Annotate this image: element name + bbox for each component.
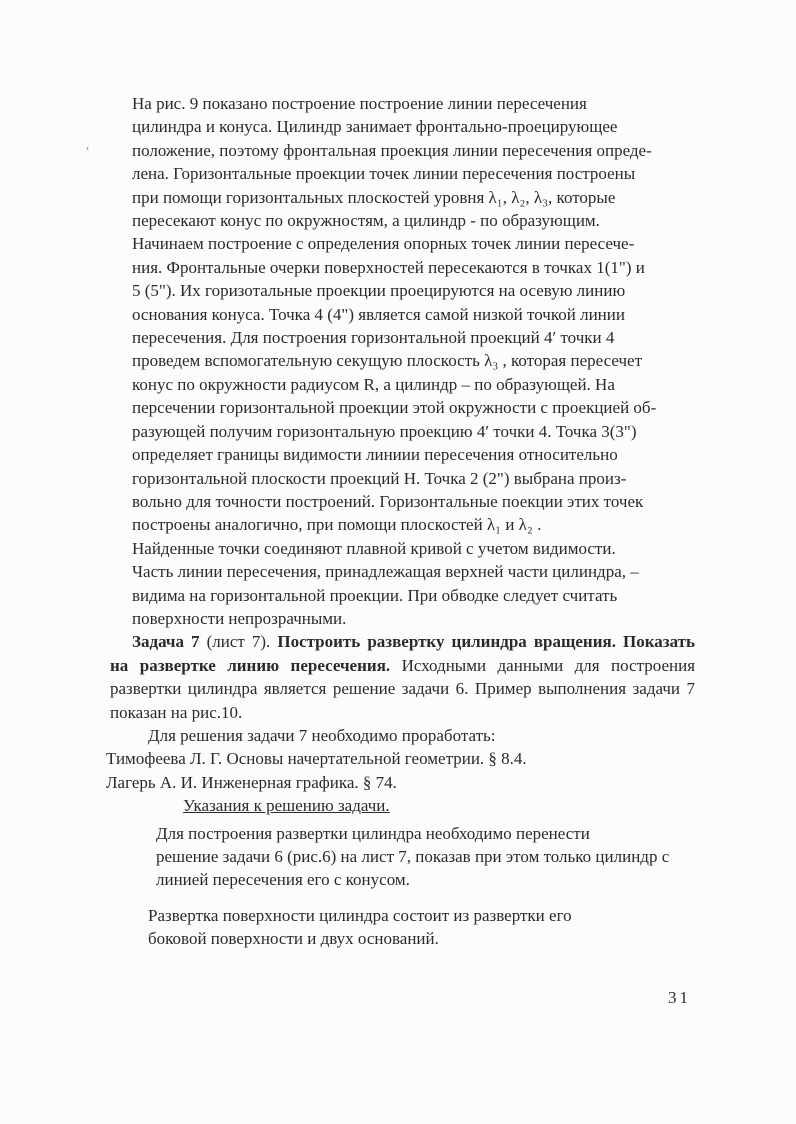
task-7-statement	[110, 630, 695, 724]
reference-item: Лагерь А. И. Инженерная графика. § 74.	[106, 772, 397, 792]
hints-paragraph-2	[110, 904, 695, 951]
hints-title: Указания к решению задачи.	[183, 796, 390, 816]
task-title: Построить развертку цилиндра вращения.	[277, 632, 616, 652]
text-line: определяет границы видимости линиии пересечения относительно	[132, 445, 618, 465]
text-line: персечении горизонтальной проекции этой окружности с проекцией об-	[132, 398, 657, 418]
body-text	[106, 92, 696, 951]
text-line: горизонтальной плоскости проекций Н. Точка 2 (2") выбрана произ-	[132, 468, 627, 488]
text-line: пересекают конус по окружностям, а цилиндр - по образующим.	[132, 211, 600, 231]
text-line: Начинаем построение с определения опорных точек линии пересече-	[132, 234, 635, 254]
text-line: поверхности непрозрачными.	[132, 608, 347, 628]
text-line: вольно для точности построений. Горизонтальные поекции этих точек	[132, 491, 644, 511]
text-line: положение, поэтому фронтальная проекция линии пересечения опреде-	[132, 140, 652, 160]
text-line: конус по окружности радиусом R, а цилиндр – по образующей. На	[132, 374, 615, 394]
text-line: при помощи горизонтальных плоскостей уровня λ₁, λ₂, λ₃, которые	[132, 187, 616, 207]
text-line: Развертка поверхности цилиндра состоит из развертки его	[148, 905, 572, 925]
hints-section	[110, 794, 695, 817]
paragraph-intersection	[110, 92, 695, 232]
paragraph-visibility	[110, 537, 695, 631]
task-sheet: (лист 7).	[199, 632, 278, 652]
text-line: решение задачи 6 (рис.6) на лист 7, показав при этом только цилиндр с	[156, 847, 670, 866]
paragraph-construction	[110, 232, 695, 536]
text-line: цилиндра и конуса. Цилиндр занимает фронтально-проецирующее	[132, 117, 618, 137]
text-line: основания конуса. Точка 4 (4") является самой низкой точкой линии	[132, 304, 625, 324]
text-line: боковой поверхности и двух оснований.	[148, 929, 439, 949]
text-line: Найденные точки соединяют плавной кривой с учетом видимости.	[132, 538, 616, 558]
text-line: ния. Фронтальные очерки поверхностей пересекаются в точках 1(1") и	[132, 257, 645, 277]
text-line: разующей получим горизонтальную проекцию 4′ точки 4. Точка 3(3")	[132, 421, 637, 441]
text-line: На рис. 9 показано построение построение линии пересечения	[132, 94, 587, 113]
text-line: Часть линии пересечения, принадлежащая верхней части цилиндра, –	[132, 562, 639, 582]
hints-paragraph-1	[110, 822, 695, 892]
task-description: Исходными данными для построения развертки цилиндра является решение задачи 6. Пример выполнения задачи 7 показан на рис.10.	[110, 655, 696, 722]
scan-speck: ‹	[86, 143, 90, 154]
study-list	[110, 724, 695, 747]
text-line: лена. Горизонтальные проекции точек линии пересечения построены	[132, 164, 636, 184]
text-line: видима на горизонтальной проекции. При обводке следует считать	[132, 585, 618, 605]
text-line: построены аналогично, при помощи плоскостей λ₁ и λ₂ .	[132, 515, 542, 535]
text-line: 5 (5"). Их горизотальные проекции проецируются на осевую линию	[132, 281, 626, 301]
study-intro: Для решения задачи 7 необходимо проработать:	[148, 725, 496, 745]
text-line: Для построения развертки цилиндра необходимо перенести	[156, 823, 590, 843]
text-line: пересечения. Для построения горизонтальной проекций 4′ точки 4	[132, 328, 615, 348]
text-line: проведем вспомогательную секущую плоскость λ₃ , которая пересечет	[132, 351, 643, 371]
page-number: 31	[668, 988, 691, 1007]
references	[106, 747, 695, 794]
reference-item: Тимофеева Л. Г. Основы начертательной геометрии. § 8.4.	[106, 749, 527, 769]
task-label: Задача 7	[132, 632, 200, 652]
task-title-2: Показать на развертке линию пересечения.	[110, 632, 696, 675]
text-line: линией пересечения его с конусом.	[156, 870, 410, 890]
